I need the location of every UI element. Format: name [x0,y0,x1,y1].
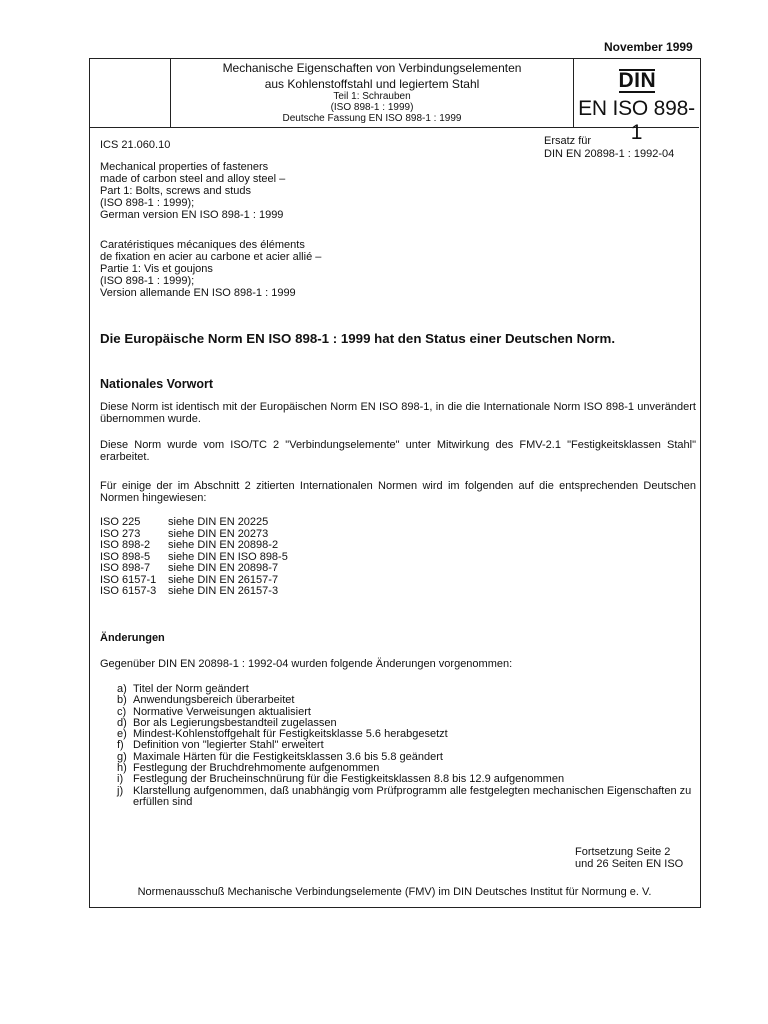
foreword-paragraph-2: Diese Norm wurde vom ISO/TC 2 "Verbindungselemente" unter Mitwirkung des FMV-2.1 "Festigkeitsklassen Stahl" erarbeitet. [100,439,696,463]
title-en-line: Part 1: Bolts, screws and studs [100,185,252,197]
list-item [117,786,699,809]
document-frame [89,58,701,908]
title-fr-line: Partie 1: Vis et goujons [100,263,213,275]
title-fr-line: Version allemande EN ISO 898-1 : 1999 [100,287,296,299]
list-item-text: Titel der Norm geändert [133,683,249,695]
replaces-label: Ersatz für [544,135,592,147]
iso-number: ISO 225 [100,516,141,528]
replaces-value: DIN EN 20898-1 : 1992-04 [544,148,675,160]
iso-number: ISO 898-5 [100,550,151,563]
continuation-note [575,846,683,870]
standard-number: EN ISO 898-1 [578,97,695,144]
list-item-key: a) [117,683,127,695]
continuation-line2: und 26 Seiten EN ISO [575,858,684,870]
din-equivalent: siehe DIN EN 20273 [168,527,269,540]
title-de-line2: aus Kohlenstoffstahl und legiertem Stahl [264,77,480,91]
din-equivalent: siehe DIN EN 26157-7 [168,573,279,586]
list-item-key: e) [117,728,127,741]
title-en-line: German version EN ISO 898-1 : 1999 [100,209,284,221]
title-version: Deutsche Fassung EN ISO 898-1 : 1999 [282,113,462,124]
title-french [100,239,321,299]
iso-number: ISO 6157-1 [100,573,157,586]
changes-heading: Änderungen [100,632,165,644]
foreword-heading: Nationales Vorwort [100,377,213,391]
list-item-text: Definition von "legierter Stahl" erweitert [133,739,324,752]
changes-list [117,684,699,808]
ics-code: ICS 21.060.10 [100,139,171,151]
reference-row [100,586,288,598]
list-item-key: b) [117,694,127,707]
foreword-paragraph-3: Für einige der im Abschnitt 2 zitierten Internationalen Normen wird im folgenden auf die entsprechenden Deutschen Normen hingewiesen: [100,480,696,504]
title-de-line1: Mechanische Eigenschaften von Verbindungselementen [222,61,522,75]
foreword-paragraph-1: Diese Norm ist identisch mit der Europäischen Norm EN ISO 898-1, in die die Internationale Norm ISO 898-1 unverändert übernommen wurde. [100,401,696,425]
din-equivalent: siehe DIN EN ISO 898-5 [168,550,288,563]
iso-number: ISO 6157-3 [100,585,157,597]
list-item-key: i) [117,773,124,786]
din-equivalent: siehe DIN EN 20898-7 [168,562,279,574]
header-empty-cell [90,59,171,127]
title-english [100,161,285,221]
iso-number: ISO 898-7 [100,562,151,574]
list-item [117,695,699,706]
list-item-text: Klarstellung aufgenommen, daß unabhängig vom Prüfprogramm alle festgelegten mechanischen Eigenschaften zu erfüllen sind [133,784,692,808]
din-equivalent: siehe DIN EN 20898-2 [168,539,279,551]
iso-number: ISO 273 [100,527,141,540]
reference-list [100,517,288,598]
din-equivalent: siehe DIN EN 26157-3 [168,585,279,597]
list-item-text: Mindest-Kohlenstoffgehalt für Festigkeitsklasse 5.6 herabgesetzt [133,728,448,741]
title-fr-line: (ISO 898-1 : 1999); [100,275,195,287]
header-title-cell [171,59,574,127]
reference-row [100,517,288,529]
reference-row [100,563,288,575]
list-item-text: Maximale Härten für die Festigkeitsklassen 3.6 bis 5.8 geändert [133,750,443,763]
status-statement: Die Europäische Norm EN ISO 898-1 : 1999 hat den Status einer Deutschen Norm. [100,331,616,346]
list-item-key: g) [117,750,127,763]
title-part: Teil 1: Schrauben [333,91,411,102]
list-item-text: Bor als Legierungsbestandteil zugelassen [133,716,337,729]
list-item-key: j) [117,784,124,797]
list-item-key: d) [117,716,127,729]
title-iso-ref: (ISO 898-1 : 1999) [330,102,414,113]
changes-intro: Gegenüber DIN EN 20898-1 : 1992-04 wurden folgende Änderungen vorgenommen: [100,658,513,670]
title-en-line: made of carbon steel and alloy steel – [100,173,286,185]
list-item-text: Anwendungsbereich überarbeitet [133,694,295,707]
list-item-key: h) [117,762,127,775]
list-item-text: Festlegung der Brucheinschnürung für die Festigkeitsklassen 8.8 bis 12.9 aufgenommen [133,773,565,786]
publication-date: November 1999 [604,40,693,54]
reference-row [100,540,288,552]
title-fr-line: de fixation en acier au carbone et acier allié – [100,251,322,263]
continuation-line1: Fortsetzung Seite 2 [575,846,671,858]
title-fr-line: Caratéristiques mécaniques des éléments [100,239,305,251]
list-item-text: Normative Verweisungen aktualisiert [133,705,311,718]
list-item-key: f) [117,739,124,752]
committee-footer: Normenausschuß Mechanische Verbindungselemente (FMV) im DIN Deutsches Institut für Normung e. V. [137,886,652,898]
list-item [117,774,699,785]
title-en-line: (ISO 898-1 : 1999); [100,197,195,209]
header-number-cell [574,59,699,144]
title-en-line: Mechanical properties of fasteners [100,161,269,173]
list-item-key: c) [117,705,127,718]
din-logo: DIN [618,69,657,92]
din-equivalent: siehe DIN EN 20225 [168,516,269,528]
iso-number: ISO 898-2 [100,539,151,551]
list-item-text: Festlegung der Bruchdrehmomente aufgenommen [133,762,380,775]
